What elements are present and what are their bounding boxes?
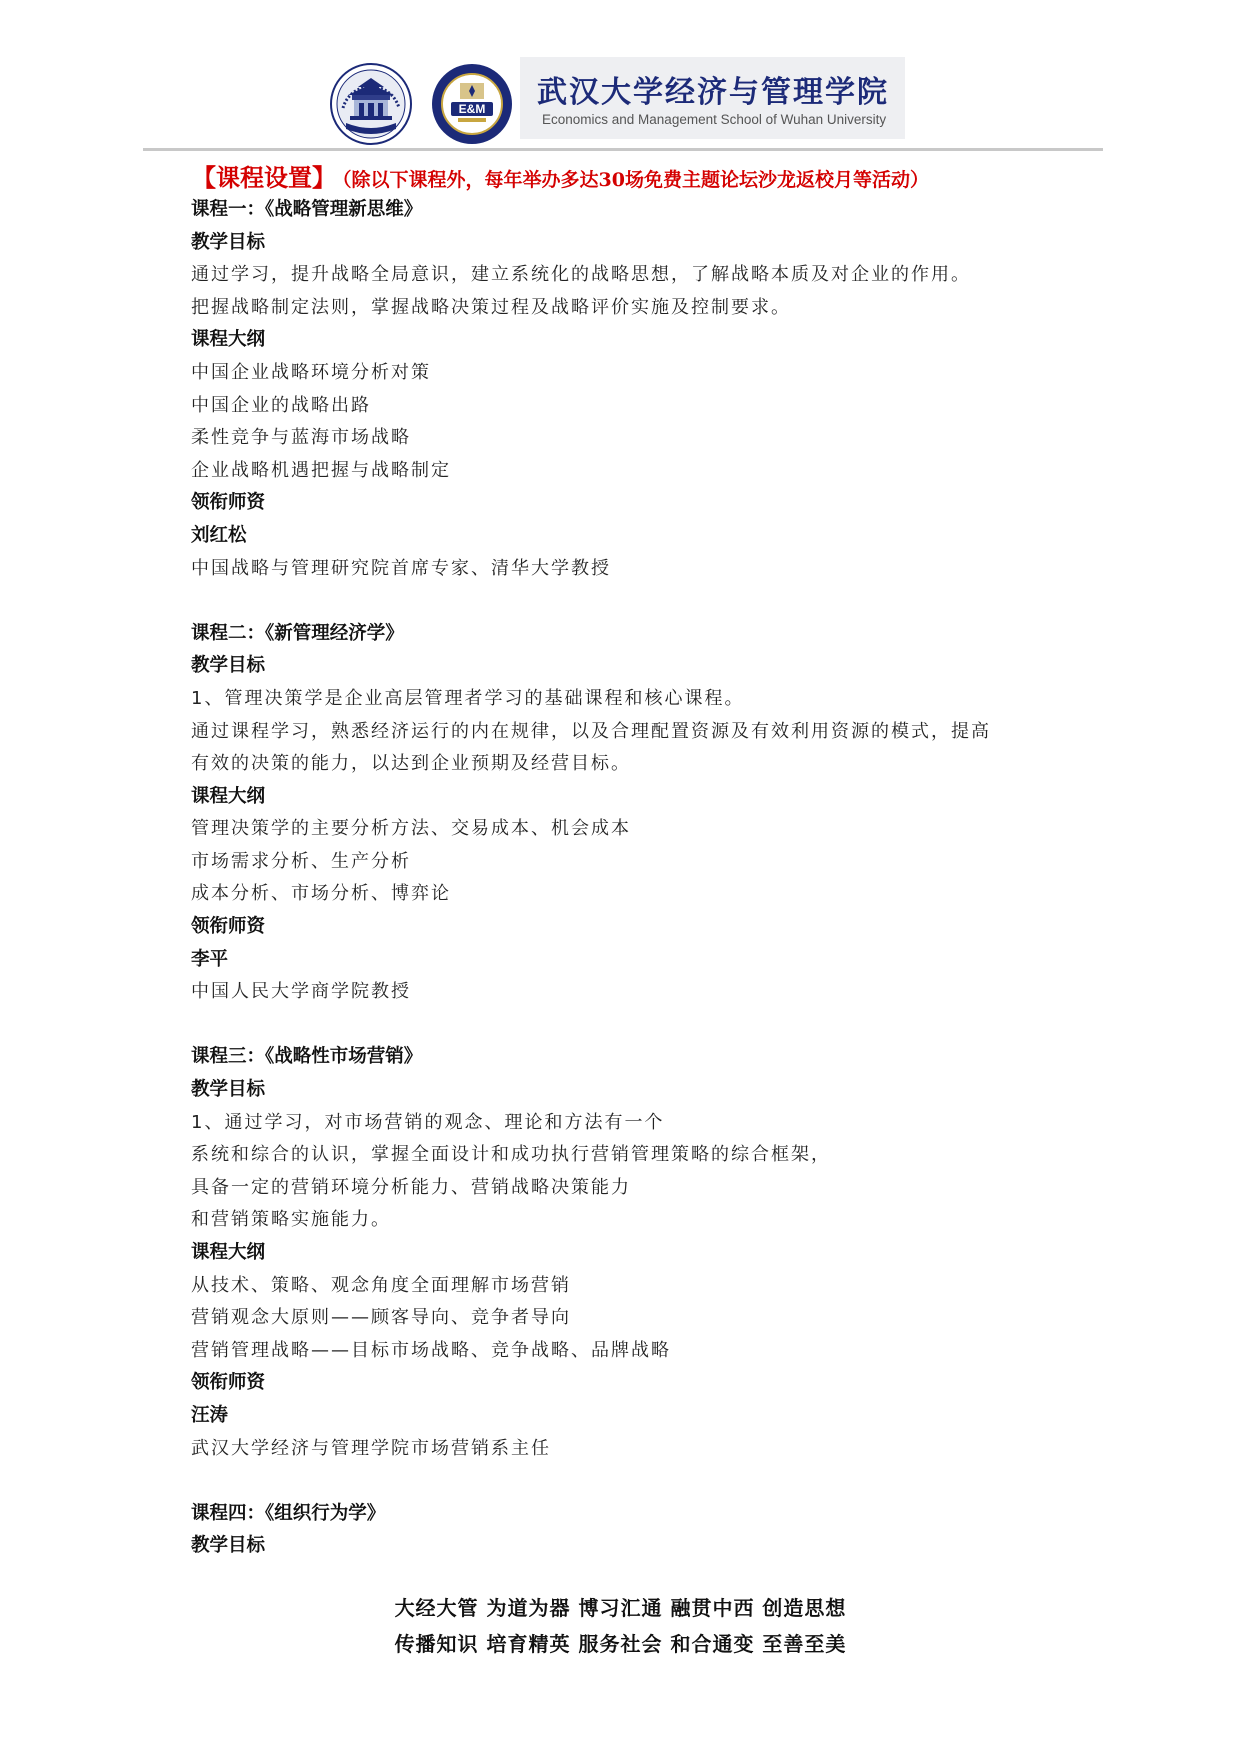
page-footer	[0, 1590, 1241, 1662]
outline-item: 市场需求分析、生产分析	[191, 850, 411, 872]
wuhan-university-seal-icon	[330, 63, 412, 145]
school-name-cn: 武汉大学经济与管理学院	[537, 75, 889, 110]
course-heading: 课程二：《新管理经济学》	[191, 622, 404, 644]
course-list	[191, 194, 1071, 1563]
goal-text: 和营销策略实施能力。	[191, 1209, 391, 1231]
teacher-label: 领衔师资	[191, 916, 266, 938]
course-heading: 课程一：《战略管理新思维》	[191, 199, 423, 220]
outline-item: 中国企业的战略出路	[191, 394, 371, 416]
goal-label: 教学目标	[191, 1079, 266, 1101]
goal-text: 有效的决策的能力，以达到企业预期及经营目标。	[191, 753, 631, 775]
em-badge-text: E&M	[458, 102, 486, 116]
teacher-label: 领衔师资	[191, 492, 266, 514]
section-title	[192, 158, 929, 193]
outline-label: 课程大纲	[191, 329, 266, 351]
goal-text: 系统和综合的认识，掌握全面设计和成功执行营销管理策略的综合框架，	[191, 1144, 831, 1166]
course-block-4	[191, 1498, 1071, 1563]
course-heading: 课程四：《组织行为学》	[191, 1502, 386, 1524]
outline-item: 中国企业战略环境分析对策	[191, 361, 431, 383]
teacher-label: 领衔师资	[191, 1372, 266, 1394]
teacher-name: 刘红松	[191, 524, 247, 546]
section-title-note: （除以下课程外，每年举办多达30场免费主题论坛沙龙返校月等活动）	[342, 169, 929, 191]
outline-item: 从技术、策略、观念角度全面理解市场营销	[191, 1274, 571, 1296]
teacher-title: 中国战略与管理研究院首席专家、清华大学教授	[191, 557, 611, 579]
goal-label: 教学目标	[191, 655, 266, 677]
spacer	[191, 1009, 1071, 1042]
goal-label: 教学目标	[191, 1535, 266, 1557]
spacer	[191, 585, 1071, 618]
teacher-title: 武汉大学经济与管理学院市场营销系主任	[191, 1437, 551, 1459]
goal-text: 把握战略制定法则，掌握战略决策过程及战略评价实施及控制要求。	[191, 296, 791, 318]
goal-text: 具备一定的营销环境分析能力、营销战略决策能力	[191, 1176, 631, 1198]
school-name-en: Economics and Management School of Wuhan University	[542, 112, 887, 127]
outline-label: 课程大纲	[191, 1242, 266, 1263]
header-divider	[143, 148, 1103, 151]
goal-text: 通过课程学习，熟悉经济运行的内在规律，以及合理配置资源及有效利用资源的模式，提高	[191, 720, 991, 742]
course-block-3	[191, 1041, 1071, 1465]
outline-label: 课程大纲	[191, 785, 266, 807]
course-block-2	[191, 618, 1071, 1009]
section-title-main: 【课程设置】	[192, 163, 336, 192]
footer-motto-line-1: 大经大管 为道为器 博习汇通 融贯中西 创造思想	[394, 1596, 847, 1620]
page-header	[325, 55, 905, 145]
goal-text: 通过学习，提升战略全局意识，建立系统化的战略思想，了解战略本质及对企业的作用。	[191, 264, 971, 286]
teacher-name: 李平	[191, 948, 229, 970]
spacer	[191, 1465, 1071, 1498]
teacher-name: 汪涛	[191, 1404, 229, 1426]
outline-item: 管理决策学的主要分析方法、交易成本、机会成本	[191, 818, 631, 840]
course-heading: 课程三：《战略性市场营销》	[191, 1046, 423, 1068]
outline-item: 成本分析、市场分析、博弈论	[191, 883, 451, 905]
goal-label: 教学目标	[191, 231, 266, 253]
outline-item: 柔性竞争与蓝海市场战略	[191, 427, 411, 449]
outline-item: 营销观念大原则——顾客导向、竞争者导向	[191, 1307, 571, 1329]
school-wordmark	[520, 57, 905, 139]
footer-motto-line-2: 传播知识 培育精英 服务社会 和合通变 至善至美	[394, 1632, 847, 1656]
goal-text: 1、通过学习，对市场营销的观念、理论和方法有一个	[191, 1111, 665, 1133]
teacher-title: 中国人民大学商学院教授	[191, 981, 411, 1003]
outline-item: 营销管理战略——目标市场战略、竞争战略、品牌战略	[191, 1339, 671, 1361]
em-school-seal-icon	[431, 63, 513, 145]
outline-item: 企业战略机遇把握与战略制定	[191, 459, 451, 481]
goal-text: 1、管理决策学是企业高层管理者学习的基础课程和核心课程。	[191, 687, 745, 709]
course-block-1	[191, 194, 1071, 585]
